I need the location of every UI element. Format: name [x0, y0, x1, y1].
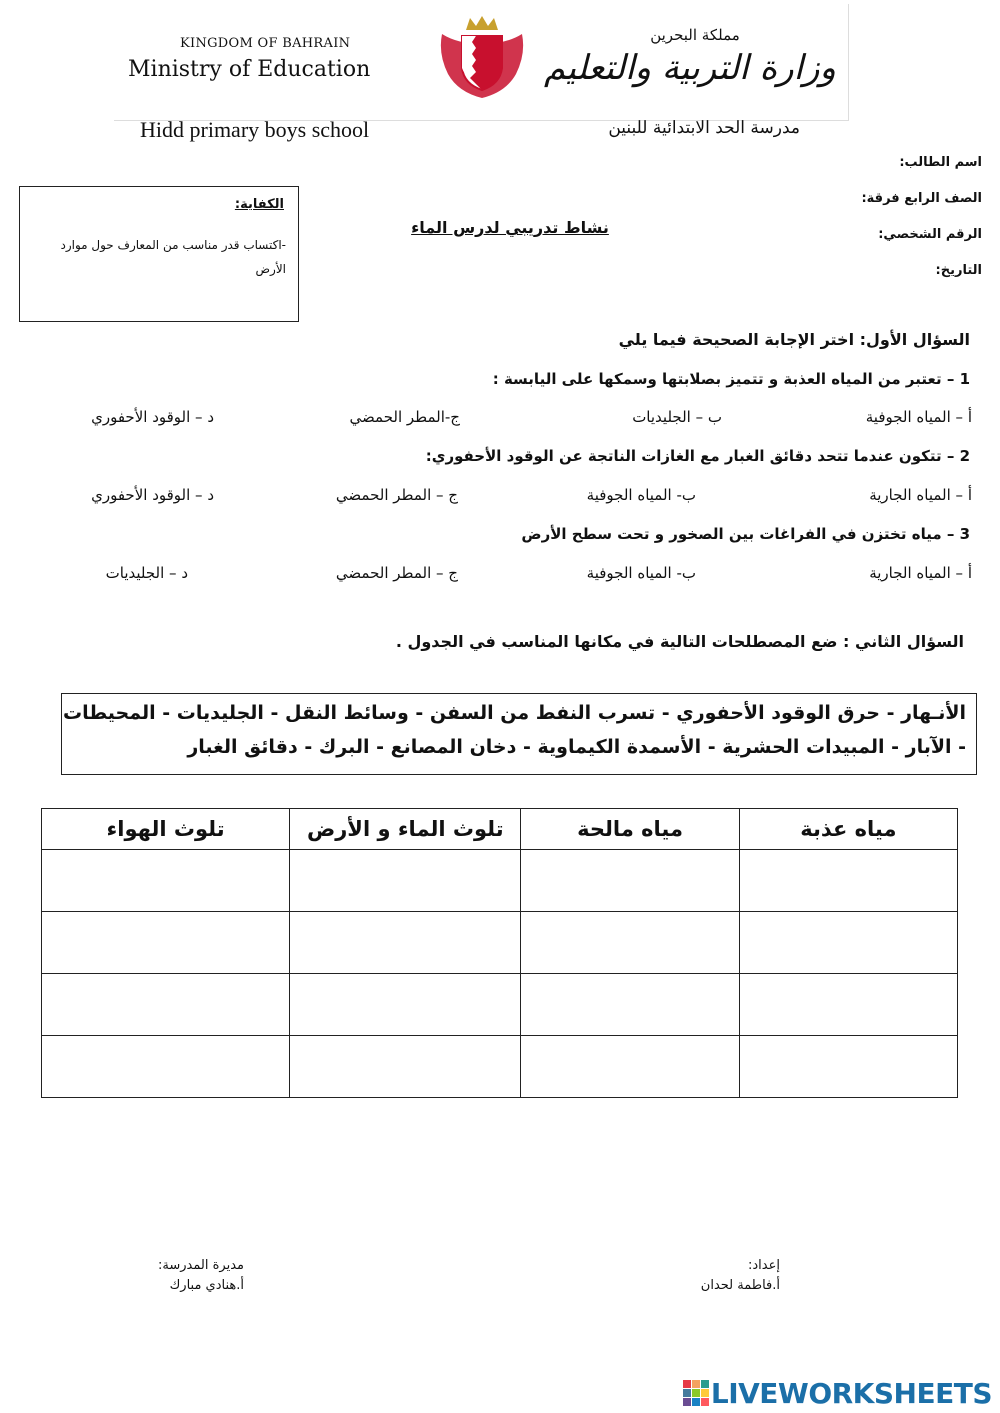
- student-name-label: اسم الطالب:: [899, 155, 982, 170]
- table-cell[interactable]: [290, 912, 521, 974]
- q1-2-option-d[interactable]: د – الوقود الأحفوري: [91, 486, 214, 504]
- q1-3-option-a[interactable]: أ – المياه الجارية: [869, 564, 972, 582]
- grade-label: الصف الرابع فرقة:: [861, 191, 982, 206]
- school-name-en: Hidd primary boys school: [140, 117, 370, 142]
- question1-item-1: 1 – تعتبر من المياه العذبة و تتميز بصلابتها وسمكها على اليابسة :: [492, 370, 970, 388]
- competency-box: [19, 186, 299, 322]
- principal-label: مديرة المدرسة:: [158, 1258, 244, 1273]
- prepared-label: إعداد:: [748, 1258, 780, 1273]
- prepared-name: أ.فاطمة لحدان: [700, 1278, 780, 1293]
- kingdom-ar: مملكة البحرين: [650, 26, 740, 44]
- q1-2-option-b[interactable]: ب- المياه الجوفية: [586, 486, 696, 504]
- table-cell[interactable]: [290, 974, 521, 1036]
- q1-2-option-a[interactable]: أ – المياه الجارية: [869, 486, 972, 504]
- table-row: [42, 850, 958, 912]
- table-cell[interactable]: [42, 850, 290, 912]
- ministry-ar: وزارة التربية والتعليم: [544, 48, 836, 88]
- competency-text: -اكتساب قدر مناسب من المعارف حول موارد الأرض: [60, 238, 286, 276]
- liveworksheets-icon: [683, 1380, 709, 1406]
- table-cell[interactable]: [521, 974, 739, 1036]
- student-id-label: الرقم الشخصي:: [878, 227, 982, 242]
- q1-1-option-d[interactable]: د – الوقود الأحفوري: [91, 408, 214, 426]
- table-row: [42, 1036, 958, 1098]
- table-cell[interactable]: [42, 1036, 290, 1098]
- question1-title: السؤال الأول: اختر الإجابة الصحيحة فيما يلي: [618, 330, 970, 349]
- q1-3-option-d[interactable]: د – الجليديات: [105, 564, 188, 582]
- table-header-row: [42, 809, 958, 850]
- bahrain-crest-icon: [436, 14, 528, 100]
- table-cell[interactable]: [290, 850, 521, 912]
- table-cell[interactable]: [42, 912, 290, 974]
- column-salt-water: مياه مالحة: [521, 809, 739, 850]
- date-label: التاريخ:: [935, 263, 982, 278]
- principal: [158, 1256, 244, 1296]
- q1-1-option-c[interactable]: ج-المطر الحمضي: [349, 408, 460, 426]
- kingdom-en: KINGDOM OF BAHRAIN: [180, 36, 351, 51]
- terms-line-1: الأنـهار - حرق الوقود الأحفوري - تسرب النفط من السفن - وسائط النقل - الجليديات - المحيطات: [63, 702, 966, 724]
- classification-table: [41, 808, 958, 1098]
- q1-3-option-b[interactable]: ب- المياه الجوفية: [586, 564, 696, 582]
- column-air-pollution: تلوث الهواء: [42, 809, 290, 850]
- liveworksheets-logo[interactable]: [683, 1377, 992, 1409]
- question1-item-3: 3 – مياه تختزن في الفراغات بين الصخور و تحت سطح الأرض: [521, 525, 970, 543]
- table-row: [42, 912, 958, 974]
- prepared-by: [701, 1256, 780, 1296]
- table-cell[interactable]: [42, 974, 290, 1036]
- table-cell[interactable]: [521, 850, 739, 912]
- liveworksheets-text: LIVEWORKSHEETS: [710, 1376, 992, 1410]
- column-fresh-water: مياه عذبة: [739, 809, 957, 850]
- terms-line-2: - الآبار - المبيدات الحشرية - الأسمدة الكيماوية - دخان المصانع - البرك - دقائق الغبار: [187, 736, 966, 758]
- question2-title: السؤال الثاني : ضع المصطلحات التالية في مكانها المناسب في الجدول .: [395, 632, 964, 651]
- table-cell[interactable]: [739, 912, 957, 974]
- column-water-land-pollution: تلوث الماء و الأرض: [290, 809, 521, 850]
- q1-1-option-a[interactable]: أ – المياه الجوفية: [865, 408, 972, 426]
- table-cell[interactable]: [739, 974, 957, 1036]
- activity-title: نشاط تدريبي لدرس الماء: [411, 218, 609, 237]
- school-name-ar: مدرسة الحد الابتدائية للبنين: [608, 118, 800, 138]
- table-row: [42, 974, 958, 1036]
- table-cell[interactable]: [521, 1036, 739, 1098]
- table-cell[interactable]: [521, 912, 739, 974]
- question1-item-2: 2 – تتكون عندما تتحد دقائق الغبار مع الغازات الناتجة عن الوقود الأحفوري:: [425, 447, 970, 465]
- table-cell[interactable]: [739, 1036, 957, 1098]
- terms-box: [61, 693, 977, 775]
- principal-name: أ.هنادي مبارك: [169, 1278, 244, 1293]
- table-cell[interactable]: [290, 1036, 521, 1098]
- q1-2-option-c[interactable]: ج – المطر الحمضي: [335, 486, 458, 504]
- ministry-en: Ministry of Education: [128, 57, 371, 82]
- competency-title: الكفاية:: [234, 197, 284, 212]
- table-cell[interactable]: [739, 850, 957, 912]
- q1-3-option-c[interactable]: ج – المطر الحمضي: [335, 564, 458, 582]
- q1-1-option-b[interactable]: ب – الجليديات: [632, 408, 722, 426]
